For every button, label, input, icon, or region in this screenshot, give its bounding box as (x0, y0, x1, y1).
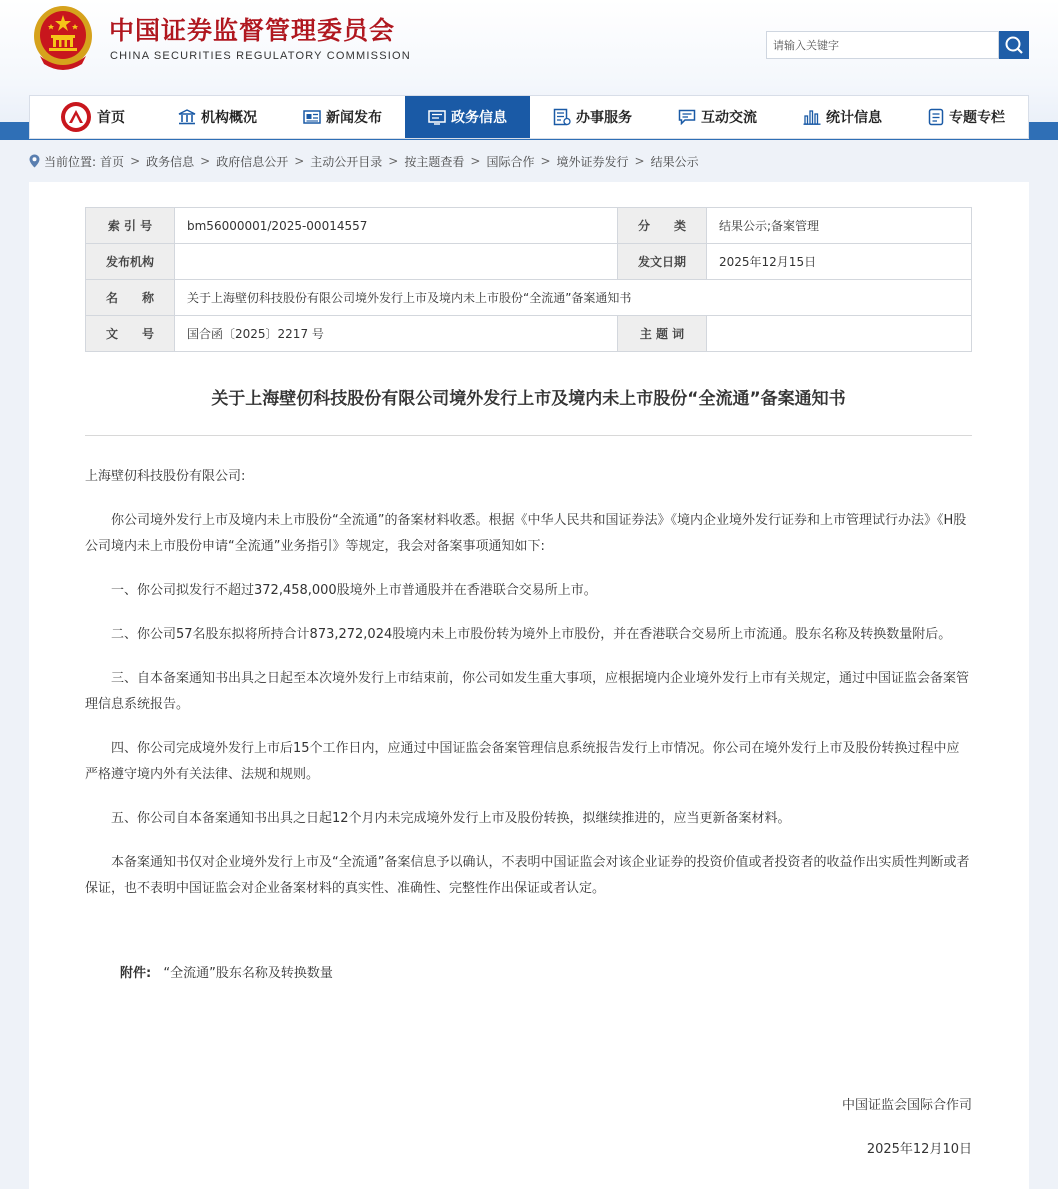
content-card (29, 182, 1029, 1189)
paragraph: 本备案通知书仅对企业境外发行上市及“全流通”备案信息予以确认，不表明中国证监会对该企业证券的投资价值或者投资者的收益作出实质性判断或者保证，也不表明中国证监会对企业备案材料的真实性、准确性、完整性作出保证或者认定。 (85, 855, 970, 896)
nav-label: 首页 (97, 110, 125, 126)
topic-icon (928, 108, 944, 126)
paragraph: 一、你公司拟发行不超过372,458,000股境外上市普通股并在香港联合交易所上市。 (111, 583, 597, 598)
attachment (120, 962, 333, 981)
meta-value-issuer (175, 244, 618, 280)
meta-label-docno: 文 号 (86, 316, 175, 352)
paragraph: 三、自本备案通知书出具之日起至本次境外发行上市结束前，你公司如发生重大事项，应根据境内企业境外发行上市有关规定，通过中国证监会备案管理信息系统报告。 (85, 671, 970, 712)
breadcrumb (29, 152, 699, 170)
nav-item-about[interactable] (155, 96, 280, 138)
news-icon (303, 109, 321, 125)
meta-label-index: 索 引 号 (86, 208, 175, 244)
breadcrumb-separator: > (540, 154, 551, 168)
chat-icon (678, 109, 696, 125)
paragraph: 四、你公司完成境外发行上市后15个工作日内，应通过中国证监会备案管理信息系统报告发行上市情况。你公司在境外发行上市及股份转换过程中应严格遵守境内外有关法律、法规和规则。 (85, 741, 960, 782)
main-nav (29, 95, 1029, 139)
meta-label-name: 名 称 (86, 280, 175, 316)
csrc-logo-icon (60, 101, 92, 133)
meta-value-category: 结果公示;备案管理 (707, 208, 972, 244)
site-title: 中国证券监督管理委员会 (109, 16, 396, 45)
table-row (86, 316, 972, 352)
divider (85, 435, 972, 436)
breadcrumb-item[interactable]: 按主题查看 (404, 154, 465, 169)
breadcrumb-item[interactable]: 结果公示 (650, 154, 699, 169)
document-meta-table (85, 207, 972, 352)
nav-item-services[interactable] (530, 96, 655, 138)
meta-value-name: 关于上海壁仞科技股份有限公司境外发行上市及境内未上市股份“全流通”备案通知书 (175, 280, 972, 316)
search-input[interactable] (766, 31, 999, 59)
breadcrumb-item[interactable]: 政府信息公开 (216, 154, 289, 169)
building-icon (178, 109, 196, 125)
national-emblem-icon (32, 4, 94, 72)
meta-value-docno: 国合函〔2025〕2217 号 (175, 316, 618, 352)
nav-item-gov-info[interactable] (405, 96, 530, 138)
nav-label: 专题专栏 (949, 110, 1005, 126)
location-pin-icon (29, 154, 40, 168)
nav-item-statistics[interactable] (780, 96, 905, 138)
breadcrumb-item[interactable]: 政务信息 (146, 154, 195, 169)
nav-label: 新闻发布 (326, 110, 382, 126)
meta-label-theme: 主 题 词 (618, 316, 707, 352)
nav-label: 政务信息 (451, 110, 507, 126)
breadcrumb-item[interactable]: 首页 (100, 154, 125, 169)
table-row (86, 244, 972, 280)
meta-label-category: 分 类 (618, 208, 707, 244)
breadcrumb-separator: > (634, 154, 645, 168)
breadcrumb-item[interactable]: 境外证券发行 (556, 154, 629, 169)
nav-label: 机构概况 (201, 110, 257, 126)
stats-icon (803, 109, 821, 125)
breadcrumb-separator: > (200, 154, 211, 168)
paragraph: 二、你公司57名股东拟将所持合计873,272,024股境内未上市股份转为境外上市股份，并在香港联合交易所上市流通。股东名称及转换数量附后。 (111, 627, 952, 642)
search-button[interactable] (999, 31, 1029, 59)
document-body (85, 464, 972, 920)
table-row (86, 208, 972, 244)
attachment-link[interactable]: “全流通”股东名称及转换数量 (163, 966, 333, 981)
service-icon (553, 108, 571, 126)
meta-value-theme (707, 316, 972, 352)
signer: 中国证监会国际合作司 (841, 1098, 972, 1113)
attachment-label: 附件: (120, 966, 152, 981)
breadcrumb-separator: > (470, 154, 481, 168)
breadcrumb-prefix: 当前位置: (44, 154, 97, 169)
nav-label: 互动交流 (701, 110, 757, 126)
search-icon (1004, 35, 1024, 55)
breadcrumb-item[interactable]: 主动公开目录 (310, 154, 383, 169)
nav-item-topics[interactable] (905, 96, 1028, 138)
breadcrumb-separator: > (388, 154, 399, 168)
breadcrumb-separator: > (294, 154, 305, 168)
nav-item-news[interactable] (280, 96, 405, 138)
nav-item-home[interactable] (30, 96, 155, 138)
meta-value-index: bm56000001/2025-00014557 (175, 208, 618, 244)
paragraph: 五、你公司自本备案通知书出具之日起12个月内未完成境外发行上市及股份转换，拟继续推进的，应当更新备案材料。 (111, 811, 791, 826)
nav-label: 统计信息 (826, 110, 882, 126)
nav-item-interaction[interactable] (655, 96, 780, 138)
site-subtitle: CHINA SECURITIES REGULATORY COMMISSION (110, 50, 411, 62)
info-screen-icon (428, 109, 446, 125)
nav-label: 办事服务 (576, 110, 632, 126)
meta-value-date: 2025年12月15日 (707, 244, 972, 280)
document-title: 关于上海壁仞科技股份有限公司境外发行上市及境内未上市股份“全流通”备案通知书 (211, 389, 846, 409)
breadcrumb-separator: > (130, 154, 141, 168)
sign-date: 2025年12月10日 (866, 1142, 972, 1157)
meta-label-date: 发文日期 (618, 244, 707, 280)
meta-label-issuer: 发布机构 (86, 244, 175, 280)
paragraph: 你公司境外发行上市及境内未上市股份“全流通”的备案材料收悉。根据《中华人民共和国证券法》《境内企业境外发行证券和上市管理试行办法》《H股公司境内未上市股份申请“全流通”业务指引》等规定，我会对备案事项通知如下: (85, 513, 967, 554)
table-row (86, 280, 972, 316)
salutation: 上海壁仞科技股份有限公司: (85, 469, 246, 484)
breadcrumb-item[interactable]: 国际合作 (486, 154, 535, 169)
